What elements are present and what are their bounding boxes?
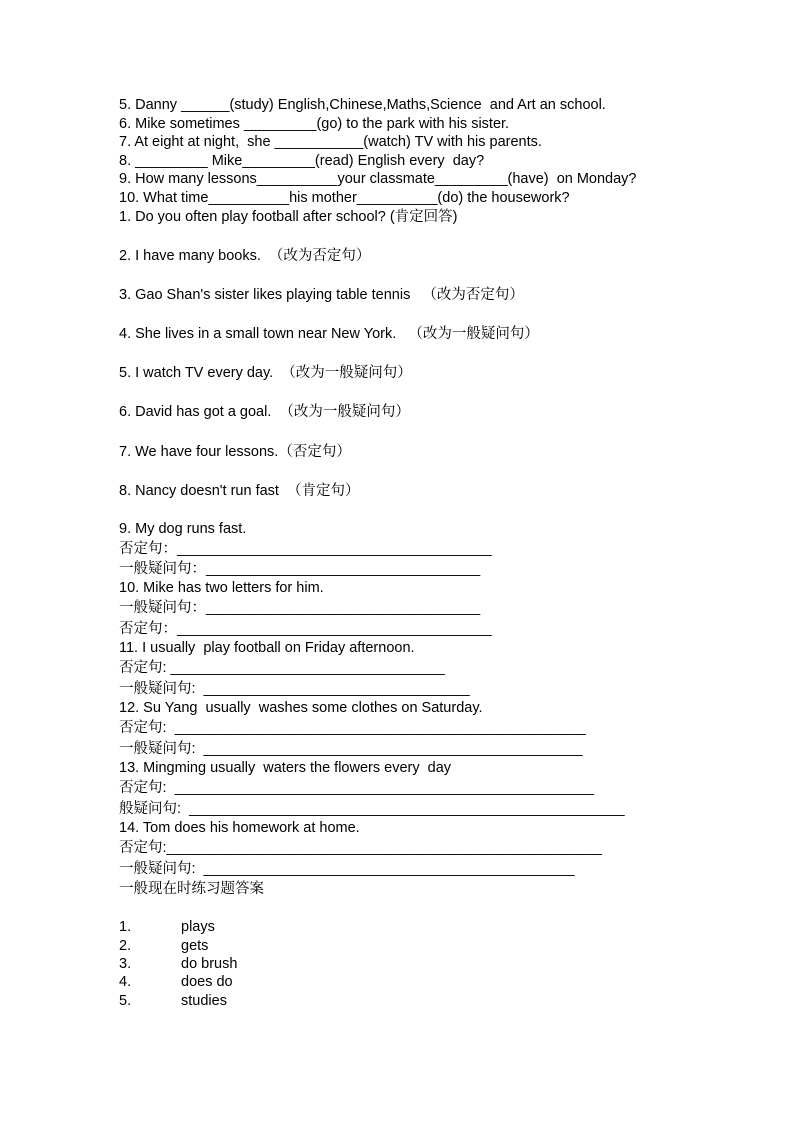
rewrite-13-negative: 否定句: ____________________________________________________ xyxy=(119,780,594,796)
fill-blank-8: 8. _________ Mike_________(read) English every day? xyxy=(119,153,485,169)
rewrite-13-question: 般疑问句: ______________________________________________________ xyxy=(119,801,625,817)
fill-blank-9: 9. How many lessons__________your classmate_________(have) on Monday? xyxy=(119,171,637,187)
answer-value-3: do brush xyxy=(181,956,238,972)
rewrite-12-question: 一般疑问句: _______________________________________________ xyxy=(119,741,583,757)
fill-blank-7: 7. At eight at night, she ___________(watch) TV with his parents. xyxy=(119,134,542,150)
rewrite-9-negative: 否定句：_______________________________________ xyxy=(119,541,492,557)
fill-blank-6: 6. Mike sometimes _________(go) to the park with his sister. xyxy=(119,116,510,132)
rewrite-9: 9. My dog runs fast. xyxy=(119,521,247,537)
transform-question-5: 5. I watch TV every day. （改为一般疑问句） xyxy=(119,365,412,381)
transform-question-8: 8. Nancy doesn't run fast （肯定句） xyxy=(119,483,360,499)
rewrite-9-question: 一般疑问句：__________________________________ xyxy=(119,561,481,577)
rewrite-10-question: 一般疑问句：__________________________________ xyxy=(119,600,481,616)
rewrite-12: 12. Su Yang usually washes some clothes on Saturday. xyxy=(119,700,483,716)
answer-value-1: plays xyxy=(181,919,215,935)
answer-title: 一般现在时练习题答案 xyxy=(119,881,264,897)
transform-question-1: 1. Do you often play football after school? (肯定回答) xyxy=(119,209,458,225)
fill-blank-10: 10. What time__________his mother__________(do) the housework? xyxy=(119,190,570,206)
rewrite-13: 13. Mingming usually waters the flowers every day xyxy=(119,760,452,776)
fill-blank-5: 5. Danny ______(study) English,Chinese,Maths,Science and Art an school. xyxy=(119,97,606,113)
rewrite-10-negative: 否定句：_______________________________________ xyxy=(119,621,492,637)
rewrite-11-negative: 否定句: __________________________________ xyxy=(119,660,445,676)
rewrite-11-question: 一般疑问句: _________________________________ xyxy=(119,681,470,697)
rewrite-14-negative: 否定句:______________________________________________________ xyxy=(119,840,602,856)
answer-number-3: 3. xyxy=(119,956,132,972)
transform-question-4: 4. She lives in a small town near New York. （改为一般疑问句） xyxy=(119,326,539,342)
answer-value-5: studies xyxy=(181,993,227,1009)
answer-number-2: 2. xyxy=(119,938,132,954)
rewrite-11: 11. I usually play football on Friday afternoon. xyxy=(119,640,415,656)
rewrite-14: 14. Tom does his homework at home. xyxy=(119,820,360,836)
answer-number-1: 1. xyxy=(119,919,132,935)
answer-number-5: 5. xyxy=(119,993,132,1009)
answer-number-4: 4. xyxy=(119,974,132,990)
answer-value-4: does do xyxy=(181,974,233,990)
transform-question-3: 3. Gao Shan's sister likes playing table tennis （改为否定句） xyxy=(119,287,524,303)
transform-question-2: 2. I have many books. （改为否定句） xyxy=(119,248,371,264)
rewrite-10: 10. Mike has two letters for him. xyxy=(119,580,324,596)
rewrite-12-negative: 否定句: ___________________________________________________ xyxy=(119,720,586,736)
transform-question-6: 6. David has got a goal. （改为一般疑问句） xyxy=(119,404,410,420)
answer-value-2: gets xyxy=(181,938,209,954)
rewrite-14-question: 一般疑问句: ______________________________________________ xyxy=(119,861,575,877)
transform-question-7: 7. We have four lessons.（否定句） xyxy=(119,444,351,460)
